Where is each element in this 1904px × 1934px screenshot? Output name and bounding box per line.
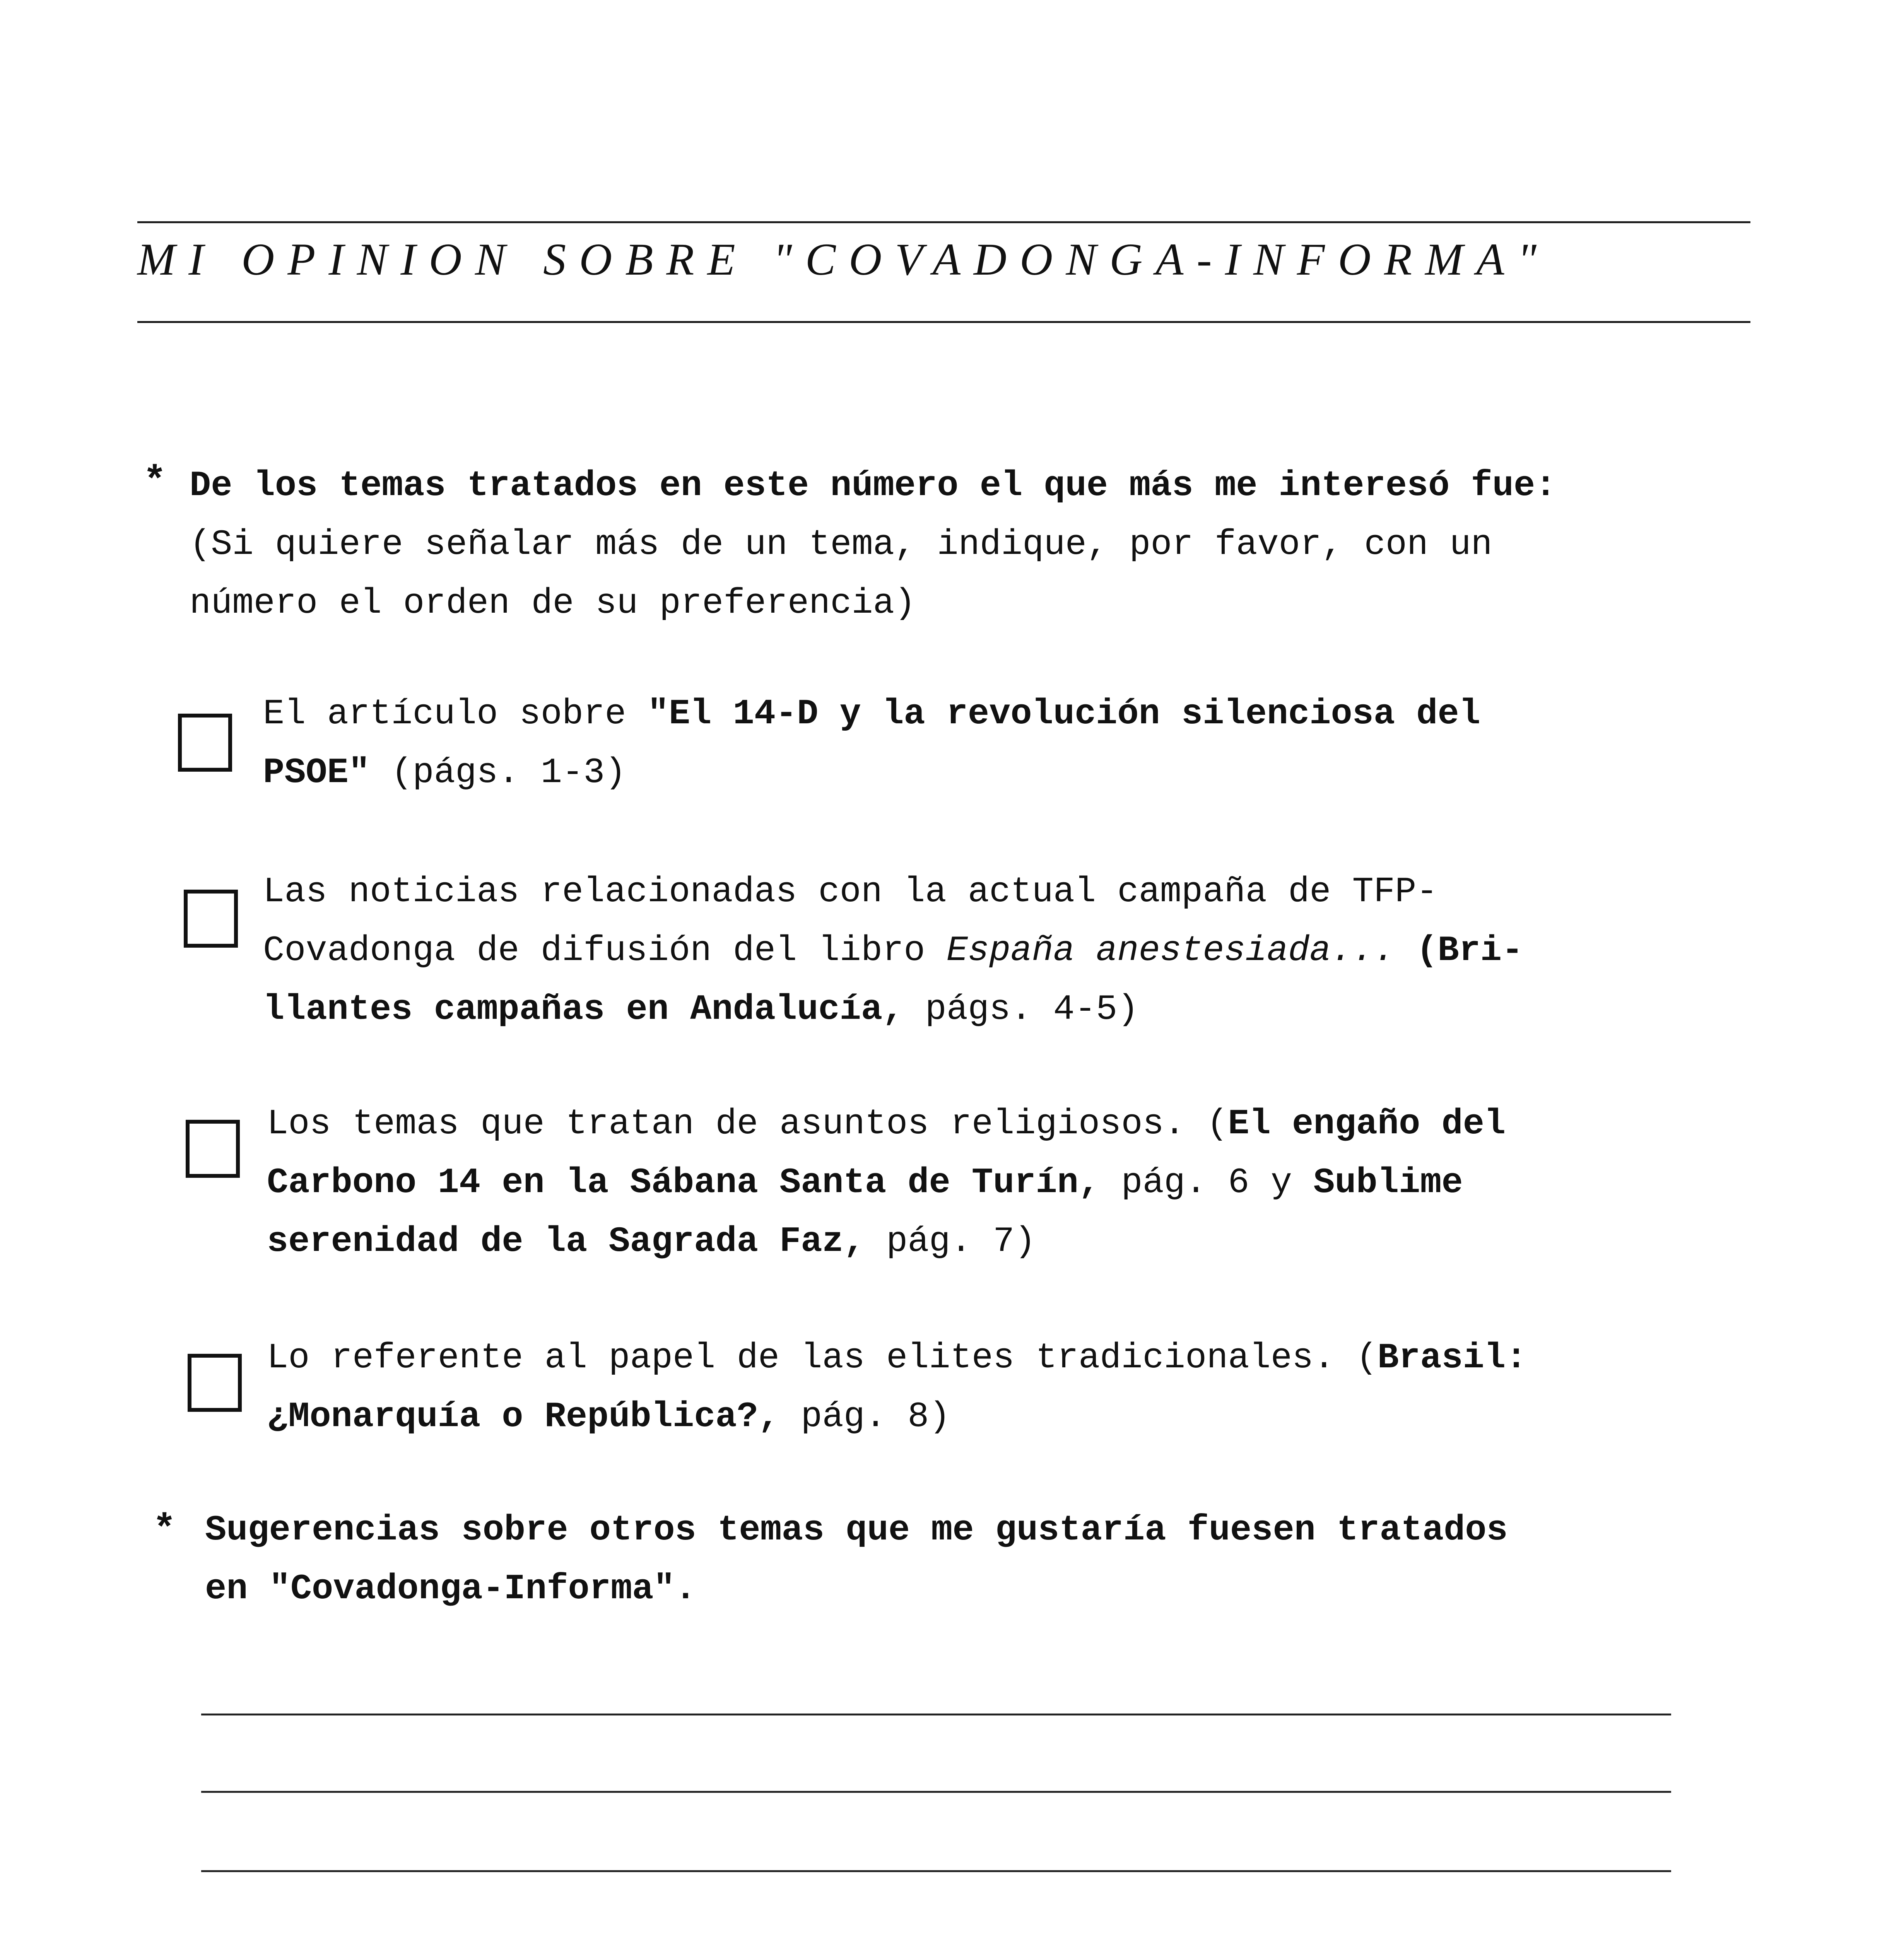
option-4-line-1-bold: Brasil:: [1377, 1338, 1527, 1378]
writing-line-3[interactable]: [201, 1870, 1671, 1872]
question-1-line-2: (Si quiere señalar más de un tema, indique, por favor, con un: [190, 524, 1492, 565]
option-3-line-1-plain: Los temas que tratan de asuntos religiosos. (: [267, 1104, 1228, 1144]
writing-line-2[interactable]: [201, 1791, 1671, 1793]
option-4-line-2-bold: ¿Monarquía o República?,: [267, 1396, 780, 1437]
question-2-bullet: *: [153, 1509, 176, 1552]
option-3-line-3-bold: serenidad de la Sagrada Faz,: [267, 1221, 865, 1262]
option-4-text: [267, 1329, 1527, 1446]
option-3-line-2-plain: pág. 6 y: [1100, 1162, 1314, 1203]
question-2-line-1: Sugerencias sobre otros temas que me gustaría fuesen tratados: [205, 1510, 1508, 1550]
option-2-line-2-tail: (Bri-: [1395, 930, 1523, 971]
option-4-line-1-plain: Lo referente al papel de las elites tradicionales. (: [267, 1338, 1378, 1378]
option-3-text: [267, 1095, 1506, 1271]
option-2-book-title: España anestesiada...: [946, 930, 1395, 971]
question-2-text: [205, 1501, 1508, 1618]
question-1-line-3: número el orden de su preferencia): [190, 583, 916, 624]
option-1-line-2-plain: (págs. 1-3): [370, 752, 626, 793]
option-4-line-2-plain: pág. 8): [779, 1396, 950, 1437]
option-4-checkbox[interactable]: [188, 1354, 242, 1412]
option-3-line-2-bold: Carbono 14 en la Sábana Santa de Turín,: [267, 1162, 1100, 1203]
header-bottom-rule: [137, 321, 1750, 323]
option-1-line-1-plain: El artículo sobre: [263, 694, 648, 734]
option-2-line-1: Las noticias relacionadas con la actual campaña de TFP-: [263, 871, 1438, 912]
option-3-line-2-bold-2: Sublime: [1313, 1162, 1463, 1203]
option-1-text: [263, 685, 1480, 802]
option-2-text: [263, 863, 1523, 1039]
question-1-bullet: *: [143, 460, 167, 504]
option-3-line-1-bold: El engaño del: [1228, 1104, 1506, 1144]
option-1-checkbox[interactable]: [178, 714, 232, 772]
page-title: MI OPINION SOBRE "COVADONGA-INFORMA": [137, 234, 1550, 285]
option-2-line-3-bold: llantes campañas en Andalucía,: [263, 989, 904, 1030]
option-2-line-3-plain: págs. 4-5): [904, 989, 1139, 1030]
header-top-rule: [137, 221, 1750, 223]
question-1-line-1: De los temas tratados en este número el que más me interesó fue:: [190, 465, 1557, 506]
option-3-line-3-plain: pág. 7): [865, 1221, 1036, 1262]
question-2-line-2: en "Covadonga-Informa".: [205, 1568, 696, 1609]
option-2-checkbox[interactable]: [184, 890, 238, 948]
writing-line-1[interactable]: [201, 1714, 1671, 1715]
option-1-line-1-bold: "El 14-D y la revolución silenciosa del: [647, 694, 1480, 734]
question-1-text: [190, 456, 1556, 633]
option-1-line-2-bold: PSOE": [263, 752, 370, 793]
option-2-line-2-plain: Covadonga de difusión del libro: [263, 930, 947, 971]
option-3-checkbox[interactable]: [186, 1120, 240, 1178]
